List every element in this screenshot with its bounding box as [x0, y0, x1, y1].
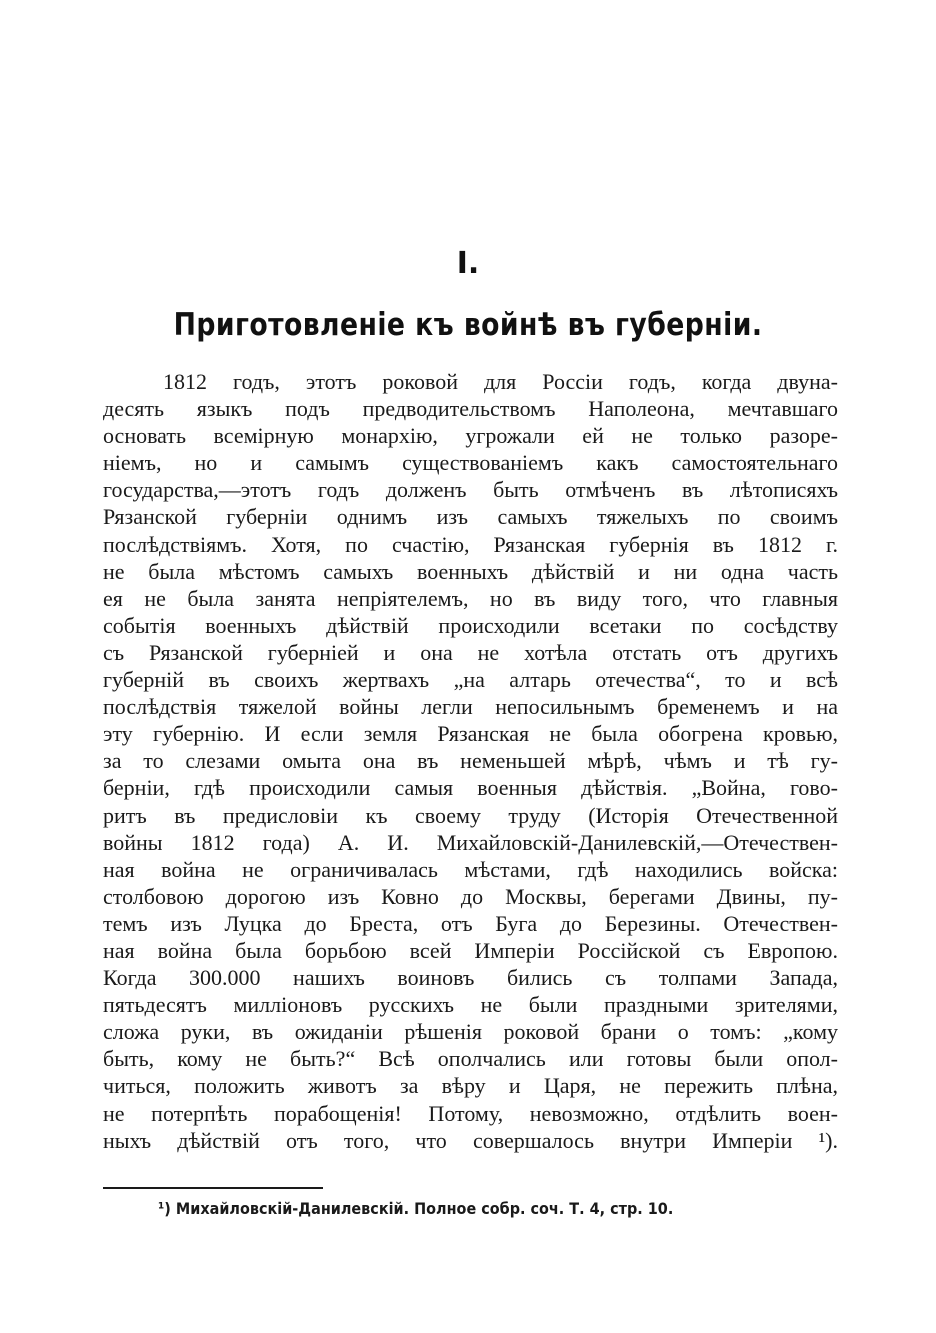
text-line: ныхъ дѣйствій отъ того, что совершалось внутри Имперіи ¹). [103, 1127, 838, 1153]
text-line: съ Рязанской губерніей и она не хотѣла отстать отъ другихъ [103, 639, 838, 665]
text-line: Рязанской губерніи однимъ изъ самыхъ тяжелыхъ по своимъ [103, 504, 838, 530]
text-line: ніемъ, но и самымъ существованіемъ какъ самостоятельнаго [103, 450, 838, 476]
text-line: войны 1812 года) А. И. Михайловскій-Данилевскій,—Отечествен- [103, 829, 838, 855]
chapter-title: Приготовленіе къ войнѣ въ губерніи. [173, 307, 763, 343]
text-line: Когда 300.000 нашихъ воиновъ бились съ толпами Запада, [103, 965, 838, 991]
text-line: не потерпѣть порабощенія! Потому, невозможно, отдѣлить воен- [103, 1100, 838, 1126]
text-line: послѣдствія тяжелой войны легли непосильнымъ бременемъ и на [103, 694, 838, 720]
text-line: десять языкъ подъ предводительствомъ Наполеона, мечтавшаго [103, 396, 838, 422]
footnote-divider [103, 1187, 323, 1189]
text-line: ная война была борьбою всей Имперіи Россійской съ Европою. [103, 937, 838, 963]
text-line: не была мѣстомъ самыхъ военныхъ дѣйствій и ни одна часть [103, 558, 838, 584]
text-line: темъ изъ Луцка до Бреста, отъ Буга до Березины. Отечествен- [103, 910, 838, 936]
text-line: столбовою дорогою изъ Ковно до Москвы, берегами Двины, пу- [103, 883, 838, 909]
text-line: быть, кому не быть?“ Всѣ ополчались или готовы были опол- [103, 1046, 838, 1072]
text-line: основать всемірную монархію, угрожали ей не только разоре- [103, 423, 838, 449]
text-line: событія военныхъ дѣйствій происходили всетаки по сосѣдству [103, 612, 838, 638]
text-line: сложа руки, въ ожиданіи рѣшенія роковой брани о томъ: „кому [103, 1019, 838, 1045]
text-line: 1812 годъ, этотъ роковой для Россіи годъ, когда двуна- [163, 369, 838, 394]
text-line: за то слезами омыта она въ неменьшей мѣрѣ, чѣмъ и тѣ гу- [103, 748, 838, 774]
text-line: эту губернію. И если земля Рязанская не была обогрена кровью, [103, 721, 838, 747]
text-line: пятьдесятъ милліоновъ русскихъ не были праздными зрителями, [103, 992, 838, 1018]
text-line: государства,—этотъ годъ долженъ быть отмѣченъ въ лѣтописяхъ [103, 477, 838, 503]
text-line: ритъ въ предисловіи къ своему труду (Исторія Отечественной [103, 802, 838, 828]
text-line: послѣдствіямъ. Хотя, по счастію, Рязанская губернія въ 1812 г. [103, 531, 838, 557]
text-line: берніи, гдѣ происходили самыя военныя дѣйствія. „Война, гово- [103, 775, 838, 801]
text-line: читься, положить животъ за вѣру и Царя, не пережить плѣна, [103, 1073, 838, 1099]
text-line: ная война не ограничивалась мѣстами, гдѣ находились войска: [103, 856, 838, 882]
text-line: ея не была занята непріятелемъ, но въ виду того, что главныя [103, 585, 838, 611]
footnote: ¹) Михайловскій-Данилевскій. Полное собр. соч. Т. 4, стр. 10. [158, 1199, 674, 1218]
body-text [103, 368, 838, 1154]
chapter-number: I. [456, 246, 480, 281]
text-line: губерній въ своихъ жертвахъ „на алтарь отечества“, то и всѣ [103, 667, 838, 693]
